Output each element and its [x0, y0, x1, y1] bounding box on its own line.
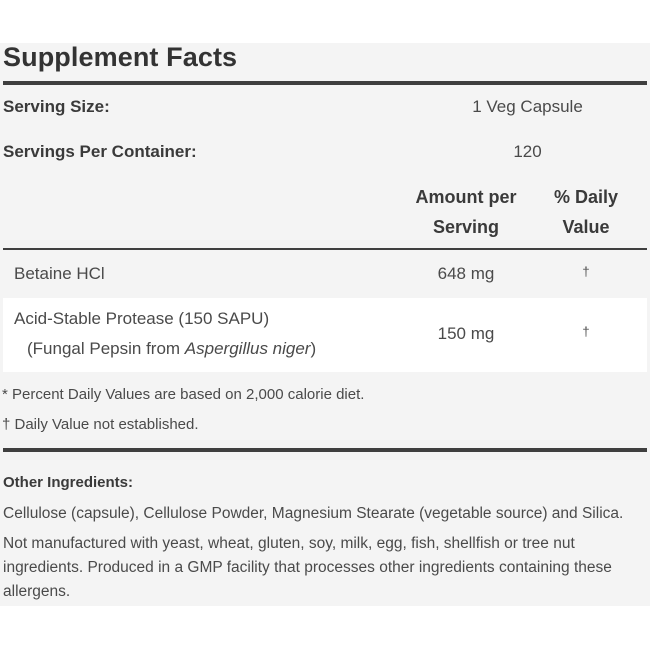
ingredient-source	[27, 339, 316, 359]
other-ingredients-list: Cellulose (capsule), Cellulose Powder, Magnesium Stearate (vegetable source) and Silica.	[3, 505, 624, 522]
ingredient-amount: 648 mg	[437, 264, 495, 283]
allergen-statement: Not manufactured with yeast, wheat, gluten, soy, milk, egg, fish, shellfish or tree nut ingredients. Produced in a GMP facility that processes other ingredients containing these allergens.	[3, 535, 612, 600]
ingredient-source-prefix: (Fungal Pepsin from	[27, 339, 185, 358]
other-ingredients-title: Other Ingredients:	[3, 474, 134, 491]
ingredient-dv: †	[582, 324, 590, 339]
dv-header-line2: Value	[562, 217, 610, 237]
amount-header-line1: Amount per	[415, 187, 517, 207]
servings-per-container-label: Servings Per Container:	[3, 142, 197, 161]
table-row	[3, 298, 647, 372]
ingredient-source-suffix: )	[310, 339, 317, 358]
ingredient-name: Acid-Stable Protease (150 SAPU)	[14, 309, 270, 328]
header-divider	[3, 248, 647, 250]
serving-size-label: Serving Size:	[3, 97, 110, 116]
ingredient-amount: 150 mg	[437, 324, 495, 343]
ingredient-source-species: Aspergillus niger	[184, 339, 311, 358]
footnote-divider	[3, 448, 647, 452]
dv-not-established-footnote: † Daily Value not established.	[2, 416, 199, 433]
amount-per-serving-header	[400, 182, 532, 242]
ingredient-name: Betaine HCl	[14, 264, 105, 283]
title-divider	[3, 81, 647, 85]
percent-dv-footnote: * Percent Daily Values are based on 2,000 calorie diet.	[2, 386, 365, 403]
dv-header-line1: % Daily	[553, 187, 619, 207]
daily-value-header	[540, 182, 632, 242]
panel-title: Supplement Facts	[3, 42, 238, 72]
amount-header-line2: Serving	[432, 217, 500, 237]
servings-per-container-value: 120	[513, 142, 542, 161]
ingredient-dv: †	[582, 264, 590, 279]
serving-size-value: 1 Veg Capsule	[472, 97, 583, 116]
